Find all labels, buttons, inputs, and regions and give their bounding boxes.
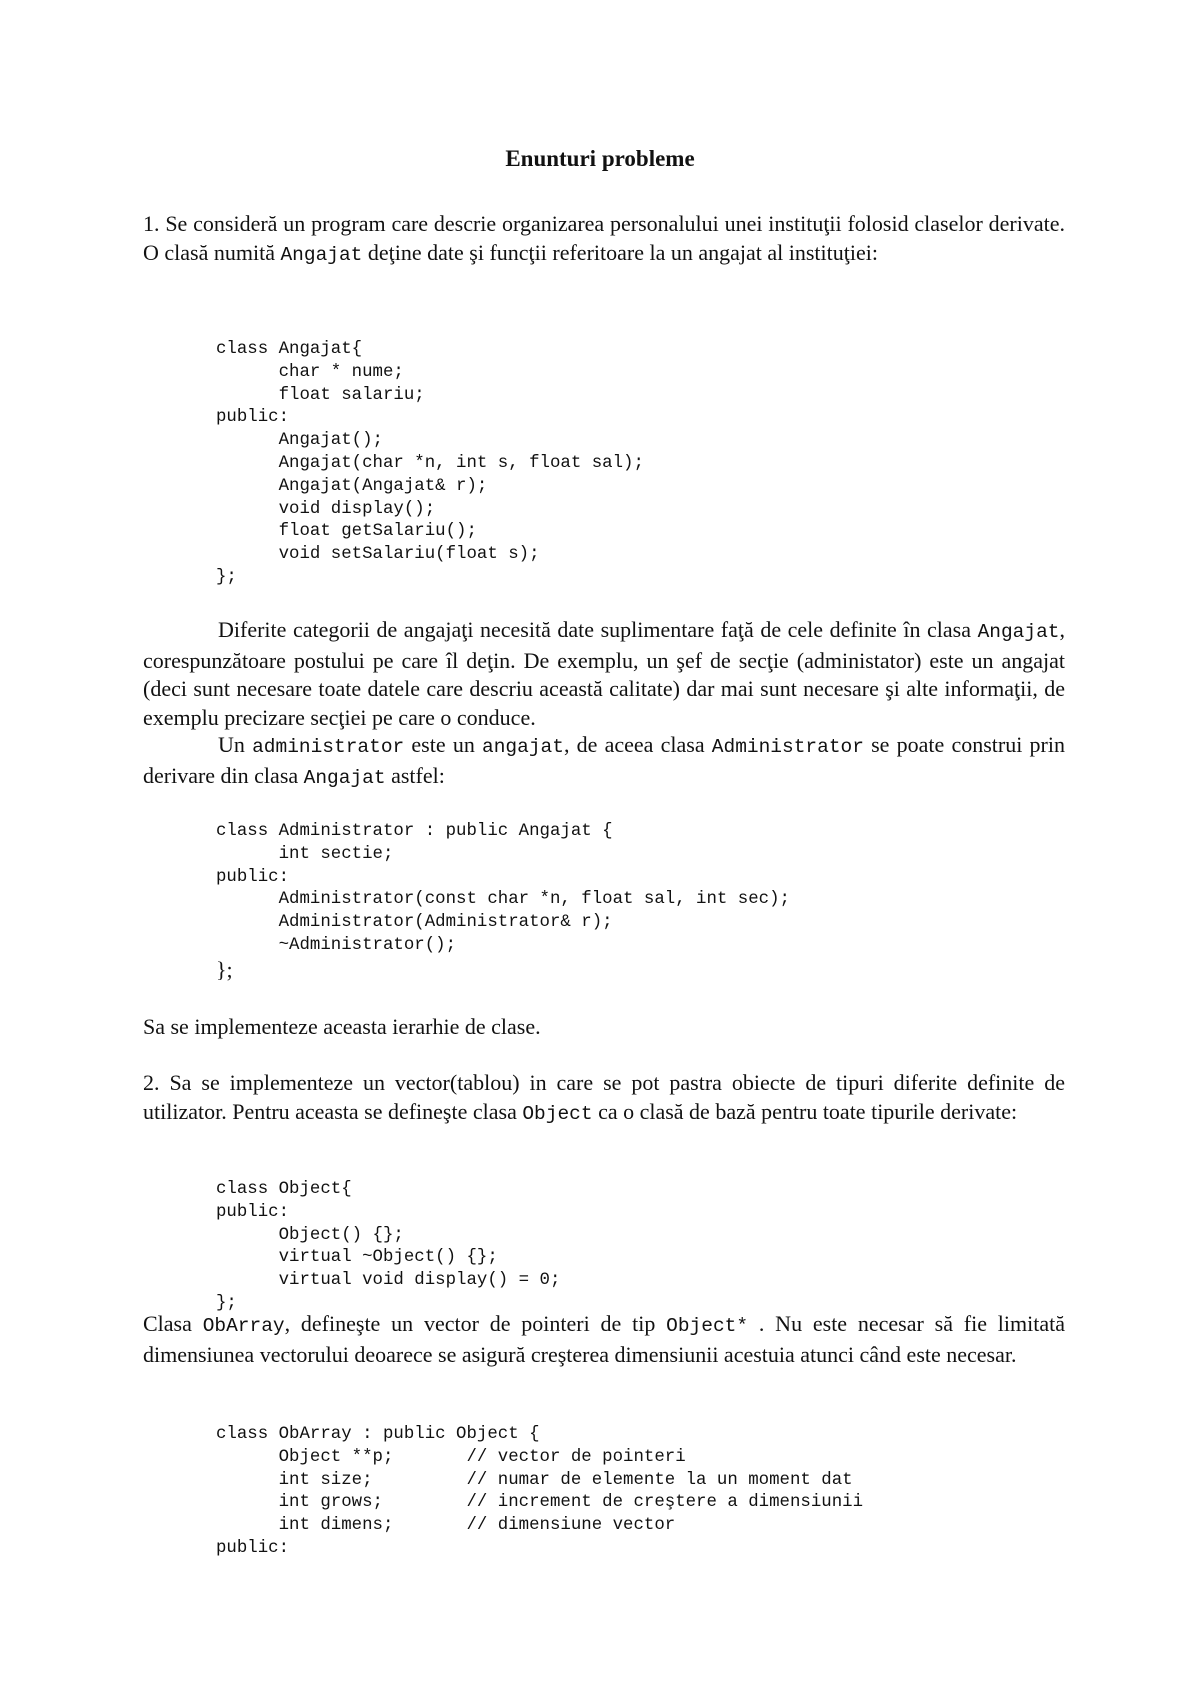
code-line: virtual void display() = 0; (216, 1271, 561, 1291)
code-line: virtual ~Object() {}; (216, 1248, 498, 1268)
inline-code: Object (522, 1102, 593, 1125)
page-title: Enunturi probleme (505, 146, 695, 171)
text: . Nu este necesar să fie limitată dimensiunea vectorului deoarece se asigură creşterea dimensiunii acestuia atunci când este necesar. (143, 1311, 1065, 1367)
code-line: Angajat(Angajat& r); (216, 476, 488, 496)
code-block-object (216, 1179, 560, 1316)
code-line: public: (216, 1202, 290, 1222)
code-line: int dimens; // dimensiune vector (216, 1516, 676, 1536)
problem-2-intro (143, 1069, 1065, 1128)
text: , defineşte un vector de pointeri de tip (284, 1311, 667, 1336)
problem-1-intro (143, 210, 1065, 269)
code-line: class ObArray : public Object { (216, 1425, 540, 1444)
problem-1-task: Sa se implementeze aceasta ierarhie de clase. (143, 1014, 541, 1039)
problem-1-paragraph-3 (143, 731, 1065, 792)
code-line: }; (216, 567, 237, 587)
inline-code: Object* (666, 1315, 749, 1337)
inline-code: Angajat (303, 766, 386, 789)
inline-code: administrator (252, 736, 405, 758)
text: Un (218, 732, 253, 757)
code-line: void setSalariu(float s); (216, 545, 540, 565)
code-line: Angajat(); (216, 431, 383, 451)
text: 2. Sa se implementeze un vector(tablou) in care se pot pastra obiecte de tipuri diferite definite de utilizator. Pentru aceasta se defineşte clasa (143, 1070, 1065, 1124)
code-line: int size; // numar de elemente la un moment dat (216, 1470, 853, 1490)
code-line: class Object{ (216, 1180, 352, 1199)
code-block-obarray (216, 1424, 863, 1561)
text: astfel: (385, 762, 445, 788)
code-line: void display(); (216, 499, 436, 519)
inline-code: Angajat (280, 243, 363, 266)
code-line: public: (216, 867, 290, 887)
code-line: }; (216, 1293, 237, 1313)
text: 1. Se consideră un program care descrie organizarea personalului unei instituţii folosid claselor derivate. O clasă numită (143, 211, 1065, 265)
code-line: float getSalariu(); (216, 522, 477, 542)
inline-code: Administrator (711, 736, 864, 758)
code-line: Administrator(Administrator& r); (216, 913, 613, 933)
code-line: public: (216, 1538, 290, 1558)
inline-code: Angajat (977, 621, 1060, 643)
code-block-angajat (216, 339, 644, 590)
text: Diferite categorii de angajaţi necesită date suplimentare faţă de cele definite în clasa (218, 617, 978, 642)
inline-code: ObArray (202, 1315, 285, 1337)
problem-2-obarray-description (143, 1310, 1065, 1369)
text: deţine date şi funcţii referitoare la un angajat al instituţiei: (362, 239, 878, 265)
code-line: float salariu; (216, 385, 425, 405)
code-line: class Administrator : public Angajat { (216, 822, 613, 841)
problem-1-paragraph-2 (143, 616, 1065, 732)
code-line: Object() {}; (216, 1225, 404, 1245)
text: Clasa (143, 1311, 203, 1336)
code-line: char * nume; (216, 362, 404, 382)
code-line: class Angajat{ (216, 340, 363, 359)
text: , de aceea clasa (563, 732, 712, 757)
text: se poate construi prin derivare din clasa (143, 732, 1065, 788)
code-line: Administrator(const char *n, float sal, int sec); (216, 890, 790, 910)
code-line: ~Administrator(); (216, 935, 457, 955)
code-line: Object **p; // vector de pointeri (216, 1447, 686, 1467)
text: este un (404, 732, 483, 757)
inline-code: angajat (482, 736, 564, 758)
code-block-administrator (216, 821, 790, 958)
code-line: Angajat(char *n, int s, float sal); (216, 453, 644, 473)
code-block-end: }; (216, 957, 233, 982)
code-line: public: (216, 408, 290, 428)
text: ca o clasă de bază pentru toate tipurile derivate: (592, 1098, 1018, 1124)
code-line: int sectie; (216, 844, 394, 864)
text: , corespunzătoare postului pe care îl deţin. De exemplu, un şef de secţie (administator) este un angajat (deci sunt necesare toate datele care descriu această calitate) dar mai sunt necesare şi alte informaţii, de exemplu precizare secţiei pe care o conduce. (143, 617, 1065, 730)
code-line: int grows; // increment de creştere a dimensiunii (216, 1493, 864, 1513)
